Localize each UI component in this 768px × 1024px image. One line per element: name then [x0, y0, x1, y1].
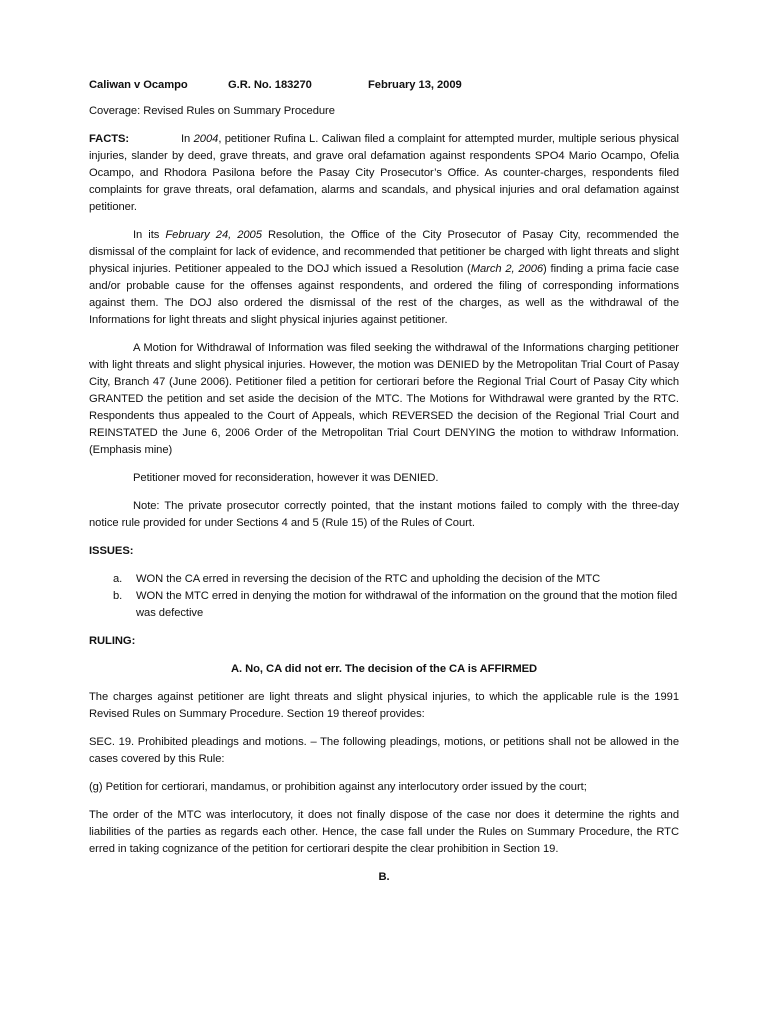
issue-marker: b.	[113, 590, 123, 602]
case-header	[89, 77, 679, 94]
coverage-line: Coverage: Revised Rules on Summary Procedure	[89, 105, 335, 117]
ruling-paragraph-2: SEC. 19. Prohibited pleadings and motions. – The following pleadings, motions, or petitions shall not be allowed in the cases covered by this Rule:	[89, 736, 679, 765]
issue-text: WON the CA erred in reversing the decision of the RTC and upholding the decision of the MTC	[136, 573, 601, 585]
issue-marker: a.	[113, 573, 123, 585]
issues-label: ISSUES:	[89, 545, 134, 557]
ruling-paragraph-4: The order of the MTC was interlocutory, it does not finally dispose of the case nor does it determine the rights and liabilities of the parties as regards each other. Hence, the case fall under the Rules on Summary Procedure, the RTC erred in taking cognizance of the petition for certiorari despite the clear prohibition in Section 19.	[89, 809, 679, 855]
issue-text: WON the MTC erred in denying the motion for withdrawal of the information on the ground that the motion filed was defective	[136, 590, 678, 619]
ruling-label: RULING:	[89, 635, 136, 647]
facts-paragraph-1: FACTS: In 2004, petitioner Rufina L. Caliwan filed a complaint for attempted murder, multiple serious physical injuries, slander by deed, grave threats, and grave oral defamation against respondents SPO4 Mario Ocampo, Ofelia Ocampo, and Rhodora Pasilona before the Pasay City Prosecutor’s Office. As counter-charges, respondents filed complaints for grave threats, oral defamation, alarms and scandals, and physical injuries and oral defamation against petitioner.	[89, 133, 679, 213]
issues-list	[89, 571, 679, 622]
facts-label: FACTS:	[89, 133, 130, 145]
decision-date: February 13, 2009	[368, 79, 462, 91]
facts-paragraph-3: A Motion for Withdrawal of Information was filed seeking the withdrawal of the Informations charging petitioner with light threats and slight physical injuries. However, the motion was DENIED by the Metropolitan Trial Court of Pasay City, Branch 47 (June 2006). Petitioner filed a petition for certiorari before the Regional Trial Court of Pasay City which GRANTED the petition and set aside the decision of the MTC. The Motions for Withdrawal were granted by the RTC. Respondents thus appealed to the Court of Appeals, which REVERSED the decision of the Regional Trial Court and REINSTATED the June 6, 2006 Order of the Metropolitan Trial Court DENYING the motion to withdraw Information. (Emphasis mine)	[89, 342, 679, 456]
ruling-heading-b: B.	[378, 871, 390, 883]
facts-paragraph-4: Petitioner moved for reconsideration, however it was DENIED.	[133, 472, 439, 484]
list-item	[89, 571, 679, 588]
ruling-paragraph-1: The charges against petitioner are light threats and slight physical injuries, to which the applicable rule is the 1991 Revised Rules on Summary Procedure. Section 19 thereof provides:	[89, 691, 679, 720]
list-item	[89, 588, 679, 622]
note-paragraph: Note: The private prosecutor correctly pointed, that the instant motions failed to comply with the three-day notice rule provided for under Sections 4 and 5 (Rule 15) of the Rules of Court.	[89, 500, 679, 529]
gr-number: G.R. No. 183270	[228, 79, 312, 91]
ruling-paragraph-3: (g) Petition for certiorari, mandamus, or prohibition against any interlocutory order issued by the court;	[89, 781, 587, 793]
case-title: Caliwan v Ocampo	[89, 79, 188, 91]
facts-paragraph-2: In its February 24, 2005 Resolution, the Office of the City Prosecutor of Pasay City, recommended the dismissal of the complaint for lack of evidence, and recommended that petitioner be charged with light threats and slight physical injuries. Petitioner appealed to the DOJ which issued a Resolution (March 2, 2006) finding a prima facie case and/or probable cause for the offenses against respondents, and ordered the filing of corresponding informations against them. The DOJ also ordered the dismissal of the rest of the charges, as well as the withdrawal of the Informations for light threats and slight physical injuries against petitioner.	[89, 229, 680, 326]
ruling-heading-a: A. No, CA did not err. The decision of the CA is AFFIRMED	[230, 663, 538, 675]
